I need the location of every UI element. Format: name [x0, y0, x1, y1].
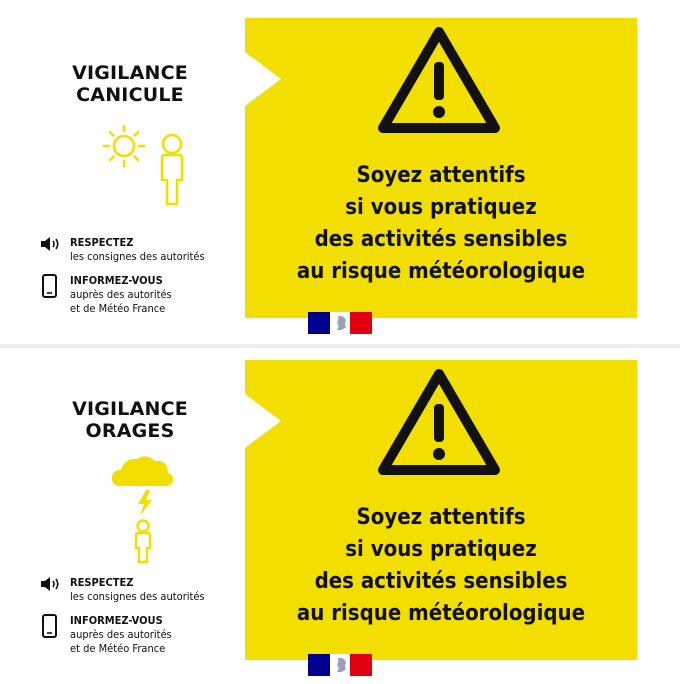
message-line: des activités sensibles: [314, 569, 568, 594]
message-line: au risque météorologique: [296, 601, 586, 626]
advice-line: et de Météo France: [70, 302, 166, 315]
advice-line: et de Météo France: [70, 642, 166, 655]
vigilance-orages-card: [0, 352, 680, 684]
warning-triangle-icon: [375, 366, 503, 478]
warning-message: [245, 160, 637, 288]
speaker-icon: [40, 236, 62, 252]
advice-respectez: [40, 236, 240, 264]
advice-head: INFORMEZ-VOUS: [70, 614, 163, 627]
message-line: si vous pratiquez: [345, 537, 537, 562]
advice-line: auprès des autorités: [70, 288, 172, 301]
republique-francaise-logo: [308, 312, 372, 334]
republique-francaise-logo: [308, 654, 372, 676]
advice-line: les consignes des autorités: [70, 590, 205, 603]
vigilance-title: [20, 398, 240, 442]
advice-line: auprès des autorités: [70, 628, 172, 641]
warning-message: [245, 502, 637, 630]
phone-icon: [40, 274, 62, 298]
message-line: au risque météorologique: [296, 259, 586, 284]
vigilance-title-line2: CANICULE: [76, 84, 184, 106]
storm-cloud-person-icon: [110, 452, 176, 564]
arrow-notch: [245, 52, 281, 106]
warning-triangle-icon: [375, 24, 503, 136]
message-line: si vous pratiquez: [345, 195, 537, 220]
message-line: des activités sensibles: [314, 227, 568, 252]
advice-head: INFORMEZ-VOUS: [70, 274, 163, 287]
vigilance-canicule-card: [0, 10, 680, 342]
arrow-notch: [245, 394, 281, 448]
speaker-icon: [40, 576, 62, 592]
vigilance-title: [20, 62, 240, 106]
advice-informez: [40, 274, 240, 316]
advice-respectez: [40, 576, 240, 604]
message-line: Soyez attentifs: [356, 163, 526, 188]
advice-informez: [40, 614, 240, 656]
advice-list: [40, 576, 240, 666]
left-panel: [0, 352, 245, 684]
vigilance-title-line1: VIGILANCE: [72, 398, 188, 420]
advice-head: RESPECTEZ: [70, 236, 134, 249]
advice-line: les consignes des autorités: [70, 250, 205, 263]
message-line: Soyez attentifs: [356, 505, 526, 530]
left-panel: [0, 10, 245, 342]
advice-head: RESPECTEZ: [70, 576, 134, 589]
card-divider: [0, 344, 680, 348]
advice-list: [40, 236, 240, 326]
sun-person-icon: [100, 122, 190, 208]
vigilance-title-line1: VIGILANCE: [72, 62, 188, 84]
phone-icon: [40, 614, 62, 638]
vigilance-title-line2: ORAGES: [85, 420, 175, 442]
